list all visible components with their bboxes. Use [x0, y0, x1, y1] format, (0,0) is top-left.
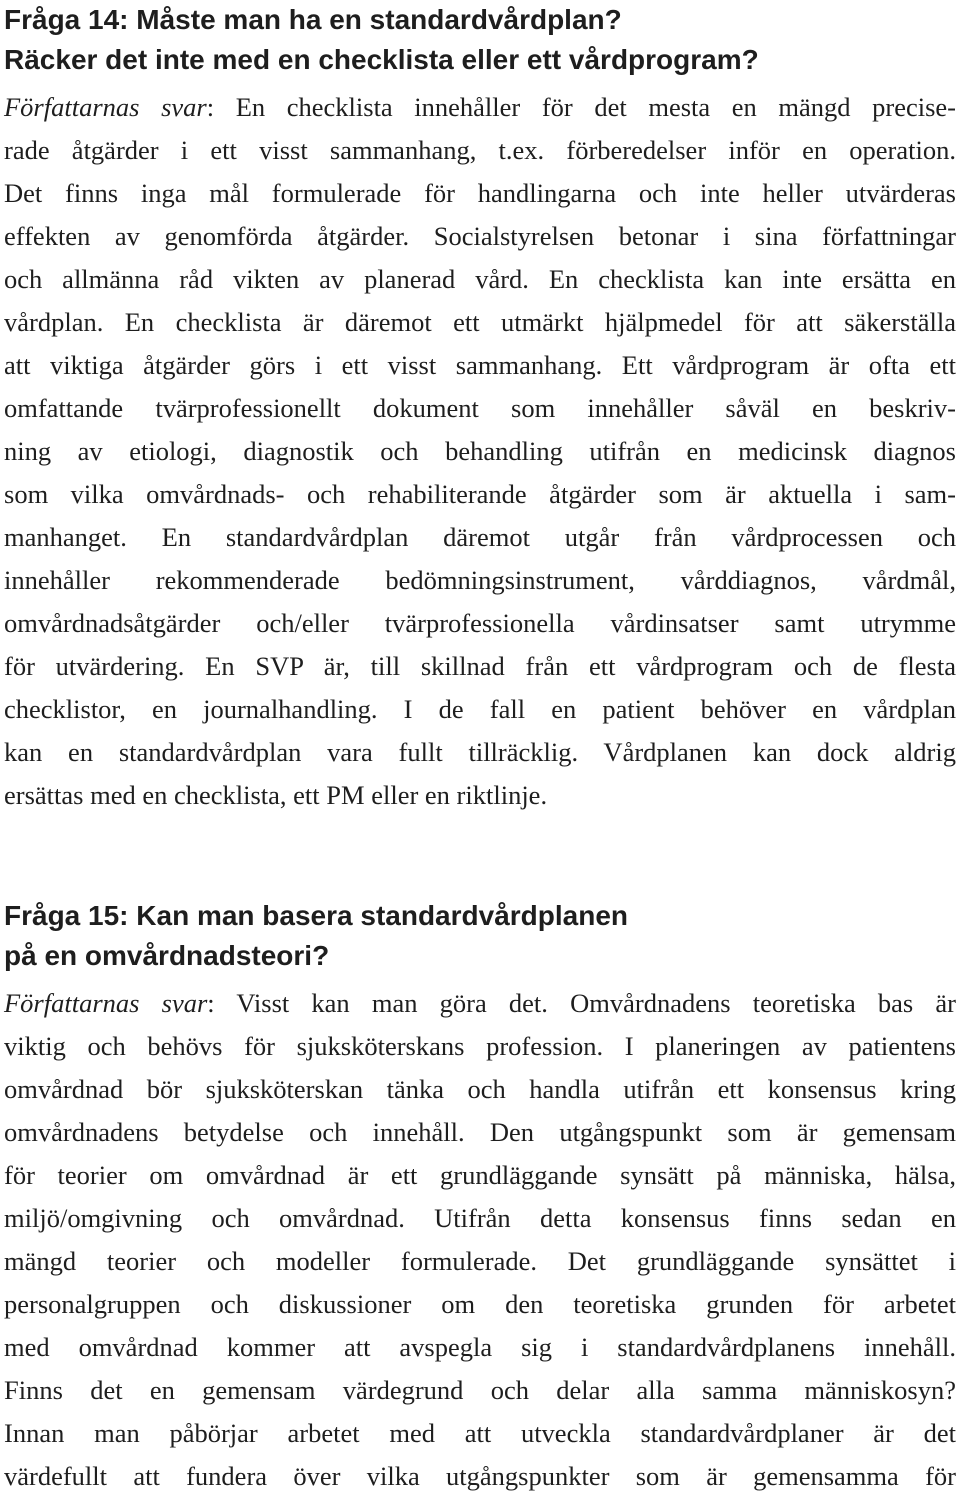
answer-line: som vilka omvårdnads- och rehabiliterande åtgärder som är aktuella i sam-: [4, 479, 956, 509]
answer-line: ersättas med en checklista, ett PM eller en riktlinje.: [4, 780, 548, 810]
answer-line: miljö/omgivning och omvårdnad. Utifrån detta konsensus finns sedan en: [4, 1203, 956, 1233]
answer-line: och allmänna råd vikten av planerad vård. En checklista kan inte ersätta en: [4, 264, 956, 294]
answer-line: Författarnas svar: Visst kan man göra det. Omvårdnadens teoretiska bas är: [4, 988, 956, 1018]
document-page: [4, 0, 956, 1491]
answer-line: Innan man påbörjar arbetet med att utveckla standardvårdplaner är det: [4, 1418, 956, 1448]
question-14-answer: [4, 86, 956, 817]
answer-line: Författarnas svar: En checklista innehåller för det mesta en mängd precise-: [4, 92, 956, 122]
author-answer-label: Författarnas svar: [4, 92, 207, 122]
answer-line: checklistor, en journalhandling. I de fall en patient behöver en vårdplan: [4, 694, 956, 724]
answer-line: manhanget. En standardvårdplan däremot utgår från vårdprocessen och: [4, 522, 956, 552]
question-14-heading: [4, 0, 956, 80]
answer-line: Finns det en gemensam värdegrund och delar alla samma människosyn?: [4, 1375, 956, 1405]
answer-line: rade åtgärder i ett visst sammanhang, t.ex. förberedelser inför en operation.: [4, 135, 956, 165]
answer-line: kan en standardvårdplan vara fullt tillräcklig. Vårdplanen kan dock aldrig: [4, 737, 956, 767]
answer-line: vårdplan. En checklista är däremot ett utmärkt hjälpmedel för att säkerställa: [4, 307, 956, 337]
answer-line: värdefullt att fundera över vilka utgångspunkter som är gemensamma för: [4, 1461, 956, 1491]
question-15-section: [4, 896, 956, 1498]
heading-line: Räcker det inte med en checklista eller ett vårdprogram?: [4, 44, 759, 75]
heading-line: Fråga 14: Måste man ha en standardvårdplan?: [4, 4, 622, 35]
answer-line: effekten av genomförda åtgärder. Socialstyrelsen betonar i sina författningar: [4, 221, 956, 251]
answer-line: omvårdnadsåtgärder och/eller tvärprofessionella vårdinsatser samt utrymme: [4, 608, 956, 638]
author-answer-label: Författarnas svar: [4, 988, 208, 1018]
question-15-answer: [4, 982, 956, 1498]
answer-line: omfattande tvärprofessionellt dokument som innehåller såväl en beskriv-: [4, 393, 956, 423]
answer-line: ning av etiologi, diagnostik och behandling utifrån en medicinsk diagnos: [4, 436, 956, 466]
answer-line: att viktiga åtgärder görs i ett visst sammanhang. Ett vårdprogram är ofta ett: [4, 350, 956, 380]
question-14-section: [4, 0, 956, 817]
answer-line: omvårdnadens betydelse och innehåll. Den utgångspunkt som är gemensam: [4, 1117, 956, 1147]
answer-line: Det finns inga mål formulerade för handlingarna och inte heller utvärderas: [4, 178, 956, 208]
answer-line: för utvärdering. En SVP är, till skillnad från ett vårdprogram och de flesta: [4, 651, 956, 681]
answer-line: mängd teorier och modeller formulerade. Det grundläggande synsättet i: [4, 1246, 956, 1276]
answer-line: omvårdnad bör sjuksköterskan tänka och handla utifrån ett konsensus kring: [4, 1074, 956, 1104]
answer-line: innehåller rekommenderade bedömningsinstrument, vårddiagnos, vårdmål,: [4, 565, 956, 595]
question-15-heading: [4, 896, 956, 976]
heading-line: på en omvårdnadsteori?: [4, 940, 330, 971]
heading-line: Fråga 15: Kan man basera standardvårdplanen: [4, 900, 628, 931]
answer-line: för teorier om omvårdnad är ett grundläggande synsätt på människa, hälsa,: [4, 1160, 956, 1190]
answer-line: med omvårdnad kommer att avspegla sig i standardvårdplanens innehåll.: [4, 1332, 956, 1362]
answer-line: viktig och behövs för sjuksköterskans profession. I planeringen av patientens: [4, 1031, 956, 1061]
answer-line: personalgruppen och diskussioner om den teoretiska grunden för arbetet: [4, 1289, 956, 1319]
